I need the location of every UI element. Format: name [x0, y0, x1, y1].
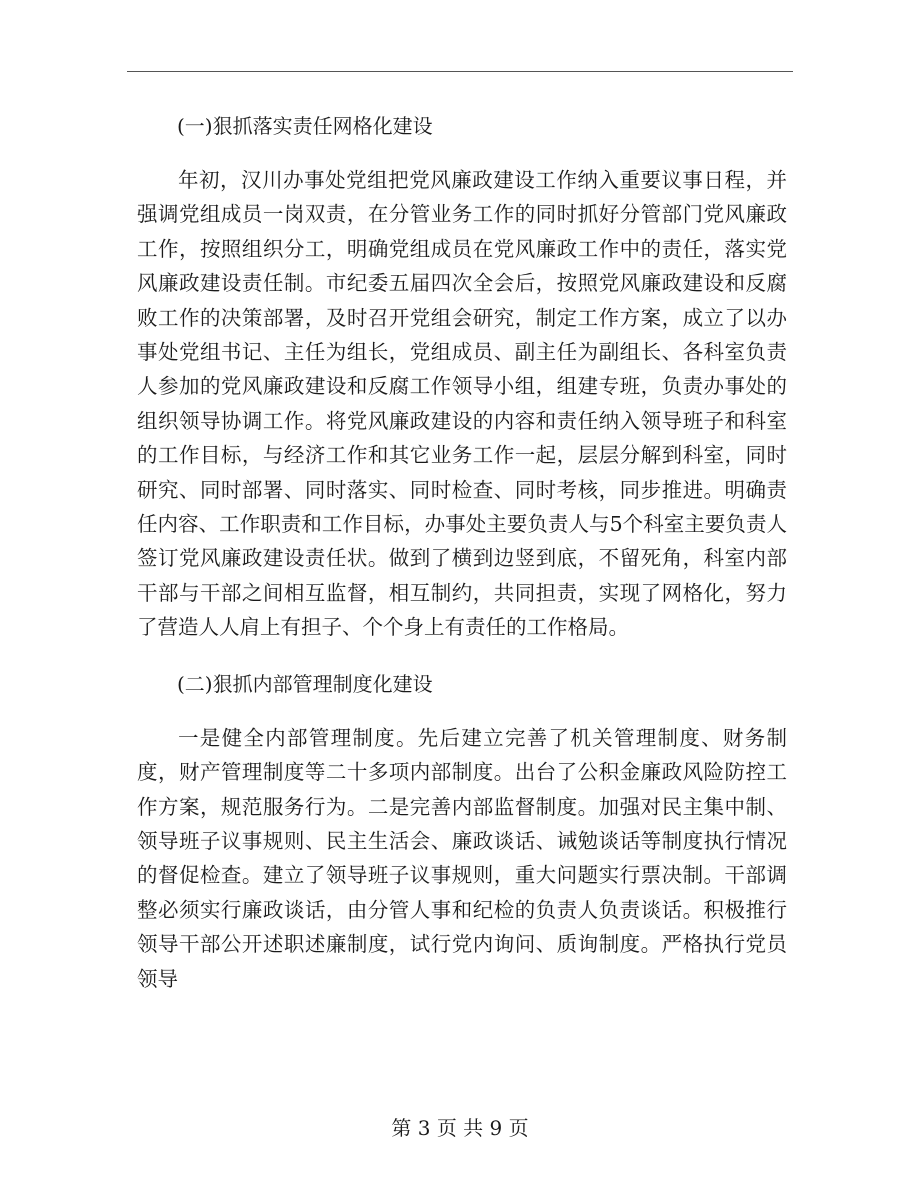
page-footer: 第 3 页 共 9 页 [391, 1116, 529, 1140]
document-body [137, 108, 787, 1017]
section-2-heading: (二)狠抓内部管理制度化建设 [177, 671, 433, 696]
section-1-paragraph: 年初，汉川办事处党组把党风廉政建设工作纳入重要议事日程，并强调党组成员一岗双责，在分管业务工作的同时抓好分管部门党风廉政工作，按照组织分工，明确党组成员在党风廉政工作中的责任，落实党风廉政建设责任制。市纪委五届四次全会后，按照党风廉政建设和反腐败工作的决策部署，及时召开党组会研究，制定工作方案，成立了以办事处党组书记、主任为组长，党组成员、副主任为副组长、各科室负责人参加的党风廉政建设和反腐工作领导小组，组建专班，负责办事处的组织领导协调工作。将党风廉政建设的内容和责任纳入领导班子和科室的工作目标，与经济工作和其它业务工作一起，层层分解到科室，同时研究、同时部署、同时落实、同时检查、同时考核，同步推进。明确责任内容、工作职责和工作目标，办事处主要负责人与5个科室主要负责人签订党风廉政建设责任状。做到了横到边竖到底，不留死角，科室内部干部与干部之间相互监督，相互制约，共同担责，实现了网格化，努力了营造人人肩上有担子、个个身上有责任的工作格局。 [137, 168, 787, 640]
section-1-heading: (一)狠抓落实责任网格化建设 [177, 114, 433, 138]
header-rule [127, 71, 793, 72]
section-2-paragraph: 一是健全内部管理制度。先后建立完善了机关管理制度、财务制度，财产管理制度等二十多项内部制度。出台了公积金廉政风险防控工作方案，规范服务行为。二是完善内部监督制度。加强对民主集中制、领导班子议事规则、民主生活会、廉政谈话、诫勉谈话等制度执行情况的督促检查。建立了领导班子议事规则，重大问题实行票决制。干部调整必须实行廉政谈话，由分管人事和纪检的负责人负责谈话。积极推行领导干部公开述职述廉制度，试行党内询问、质询制度。严格执行党员领导 [137, 725, 787, 991]
